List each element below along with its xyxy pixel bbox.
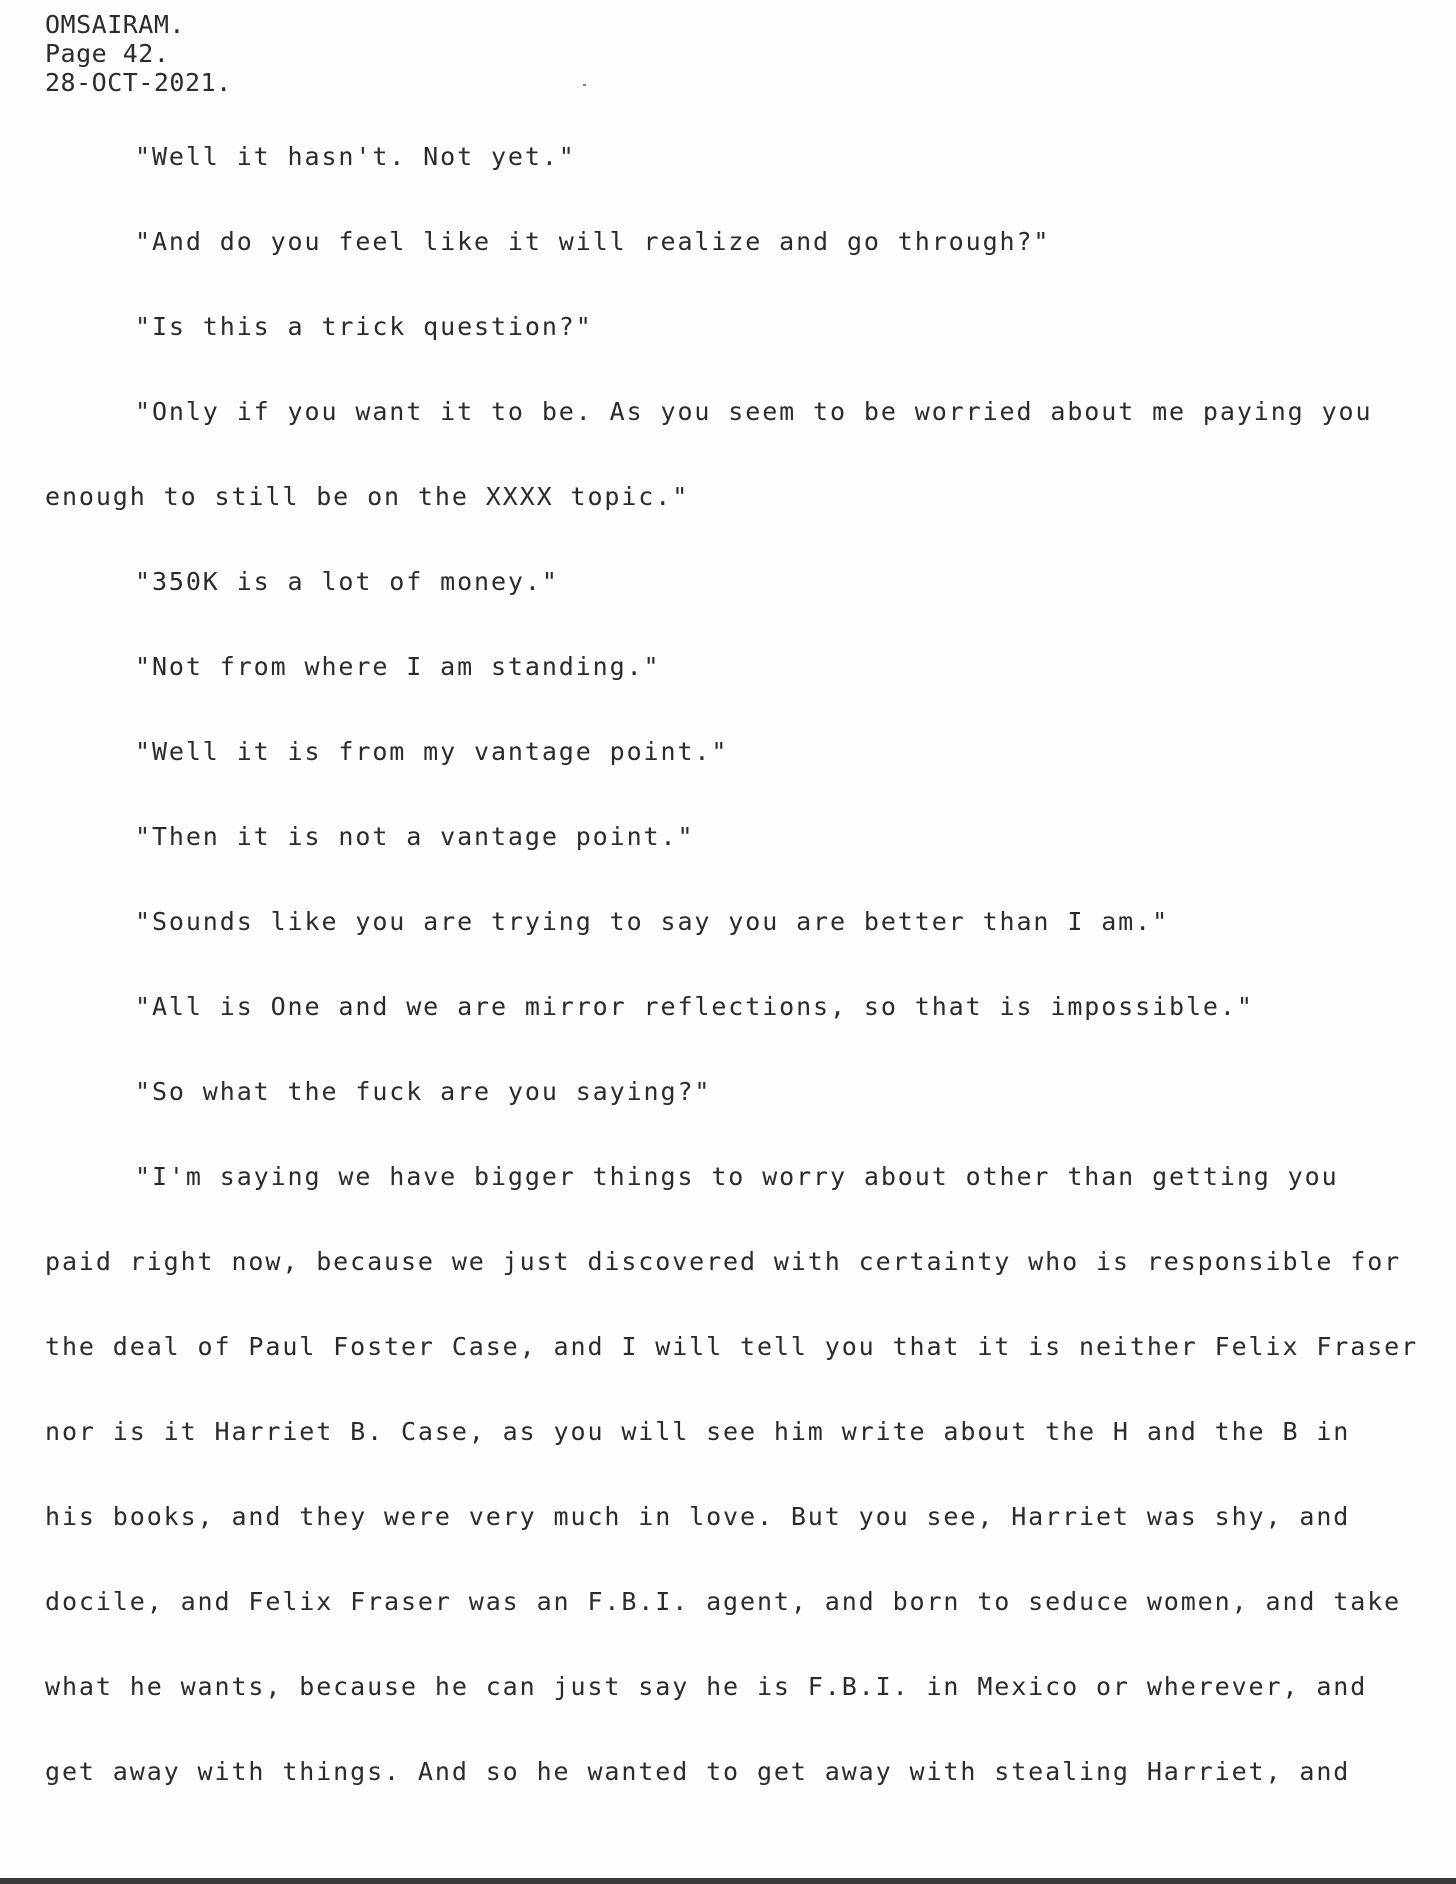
- text-line: docile, and Felix Fraser was an F.B.I. agent, and born to seduce women, and take: [45, 1587, 1402, 1616]
- text-line: "350K is a lot of money.": [135, 567, 559, 596]
- text-line: "Well it is from my vantage point.": [135, 737, 729, 766]
- text-line: "Is this a trick question?": [135, 312, 593, 341]
- page-bottom-edge: [0, 1878, 1456, 1884]
- header-date: 28-OCT-2021.: [45, 68, 232, 97]
- text-line: "Not from where I am standing.": [135, 652, 661, 681]
- text-line: "Then it is not a vantage point.": [135, 822, 695, 851]
- text-line: what he wants, because he can just say he is F.B.I. in Mexico or wherever, and: [45, 1672, 1368, 1701]
- text-line: "All is One and we are mirror reflections, so that is impossible.": [135, 992, 1254, 1021]
- text-line: paid right now, because we just discovered with certainty who is responsible for: [45, 1247, 1402, 1276]
- text-line: the deal of Paul Foster Case, and I will tell you that it is neither Felix Fraser: [45, 1332, 1419, 1361]
- page-header: [45, 10, 232, 97]
- text-line: nor is it Harriet B. Case, as you will see him write about the H and the B in: [45, 1417, 1351, 1446]
- text-line: his books, and they were very much in love. But you see, Harriet was shy, and: [45, 1502, 1351, 1531]
- text-line: enough to still be on the XXXX topic.": [45, 482, 690, 511]
- text-line: "Sounds like you are trying to say you are better than I am.": [135, 907, 1170, 936]
- header-title: OMSAIRAM.: [45, 10, 185, 39]
- text-line: "So what the fuck are you saying?": [135, 1077, 712, 1106]
- text-line: "Only if you want it to be. As you seem to be worried about me paying you: [135, 397, 1373, 426]
- text-line: get away with things. And so he wanted to get away with stealing Harriet, and: [45, 1757, 1351, 1786]
- text-line: "I'm saying we have bigger things to worry about other than getting you: [135, 1162, 1339, 1191]
- text-line: "Well it hasn't. Not yet.": [135, 142, 576, 171]
- text-line: "And do you feel like it will realize and go through?": [135, 227, 1051, 256]
- header-page-number: Page 42.: [45, 39, 170, 68]
- stray-ink-mark: [583, 84, 586, 86]
